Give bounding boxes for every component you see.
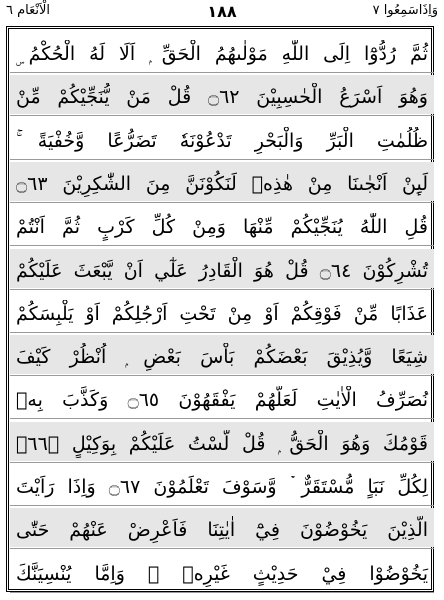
line-divider (10, 462, 434, 463)
verse-line (10, 508, 434, 547)
verse-line (10, 378, 434, 417)
page-number: ١٨٨ (207, 2, 237, 21)
verse-line (10, 119, 434, 158)
juz-name: وَاِذَاسَمِعُوا ٧ (372, 3, 438, 18)
line-divider (10, 332, 434, 333)
verse-line (10, 75, 434, 114)
verse-line (10, 552, 434, 591)
line-divider (10, 418, 434, 419)
verse-line-text: لِكُلِّ نَبَاٍ مُّسْتَقَرٌّ ۡ وَّسَوْفَ تَعْلَمُوْنَ ۝٦٧ وَاِذَا رَاَيْتَ (16, 476, 428, 498)
verse-line (10, 465, 434, 504)
verse-line (10, 422, 434, 461)
verse-line (10, 292, 434, 331)
verse-line (10, 249, 434, 288)
line-divider (10, 548, 434, 549)
verse-line-text: تُشْرِكُوْنَ ۝٦٤ قُلْ هُوَ الْقَادِرُ عَلٰٓي اَنْ يَّبْعَثَ عَلَيْكُمْ (16, 259, 428, 282)
verse-line-text: يَخُوْضُوْا فِيْ حَدِيْثٍ غَيْرِهٖ ۭ وَاِمَّا يُنْسِيَنَّكَ (16, 562, 428, 585)
verse-line-text: الَّذِيْنَ يَخُوْضُوْنَ فِيْٓ اٰيٰتِنَا فَاَعْرِضْ عَنْهُمْ حَتّٰى (16, 519, 428, 542)
verse-line-text: لَىِٕنْ اَنْجٰىنَا مِنْ هٰذِهٖ لَنَكُوْنَنَّ مِنَ الشّٰكِرِيْنَ ۝٦٣ (16, 172, 428, 195)
page-header (0, 0, 444, 26)
line-divider (10, 115, 434, 116)
verse-line-text: قَوْمُكَ وَهُوَ الْحَقُّ ۭ قُلْ لَّسْتُ عَلَيْكُمْ بِوَكِيْلٍ ۝٦٦ۭ (16, 432, 428, 455)
verse-line-text: نُصَرِّفُ الْاٰيٰتِ لَعَلَّهُمْ يَفْقَهُوْنَ ۝٦٥ وَكَذَّبَ بِهٖ (16, 389, 428, 412)
verse-line-text: ثُمَّ رُدُّوْٓا اِلَى اللّٰهِ مَوْلٰىهُمُ الْحَقِّ ۭ اَلَا لَهُ الْحُكْمُ ۣ (16, 43, 428, 65)
verse-line-text: ظُلُمٰتِ الْبَرِّ وَالْبَحْرِ تَدْعُوْنَهٗ تَضَرُّعًا وَّخُفْيَةً ۚ (16, 129, 428, 152)
verse-line-text: قُلِ اللّٰهُ يُنَجِّيْكُمْ مِّنْهَا وَمِنْ كُلِّ كَرْبٍ ثُمَّ اَنْتُمْ (16, 216, 428, 239)
verse-line (10, 205, 434, 244)
line-divider (10, 505, 434, 506)
line-divider (10, 592, 434, 593)
verse-line-text: عَذَابًا مِّنْ فَوْقِكُمْ اَوْ مِنْ تَحْتِ اَرْجُلِكُمْ اَوْ يَلْبِسَكُمْ (16, 302, 428, 325)
surah-name: الْاَنْعَام ٦ (6, 3, 51, 18)
line-divider (10, 159, 434, 160)
line-divider (10, 375, 434, 376)
line-divider (10, 289, 434, 290)
verse-line (10, 162, 434, 201)
line-divider (10, 72, 434, 73)
verse-line (10, 32, 434, 71)
line-divider (10, 245, 434, 246)
verse-line-text: شِيَعًا وَّيُذِيْقَ بَعْضَكُمْ بَاْسَ بَعْضٍ ۭ اُنْظُرْ كَيْفَ (16, 346, 428, 369)
verse-line-text: وَهُوَ اَسْرَعُ الْحٰسِبِيْنَ ۝٦٢ قُلْ مَنْ يُّنَجِّيْكُمْ مِّنْ (16, 86, 428, 109)
line-divider (10, 202, 434, 203)
verse-line (10, 335, 434, 374)
